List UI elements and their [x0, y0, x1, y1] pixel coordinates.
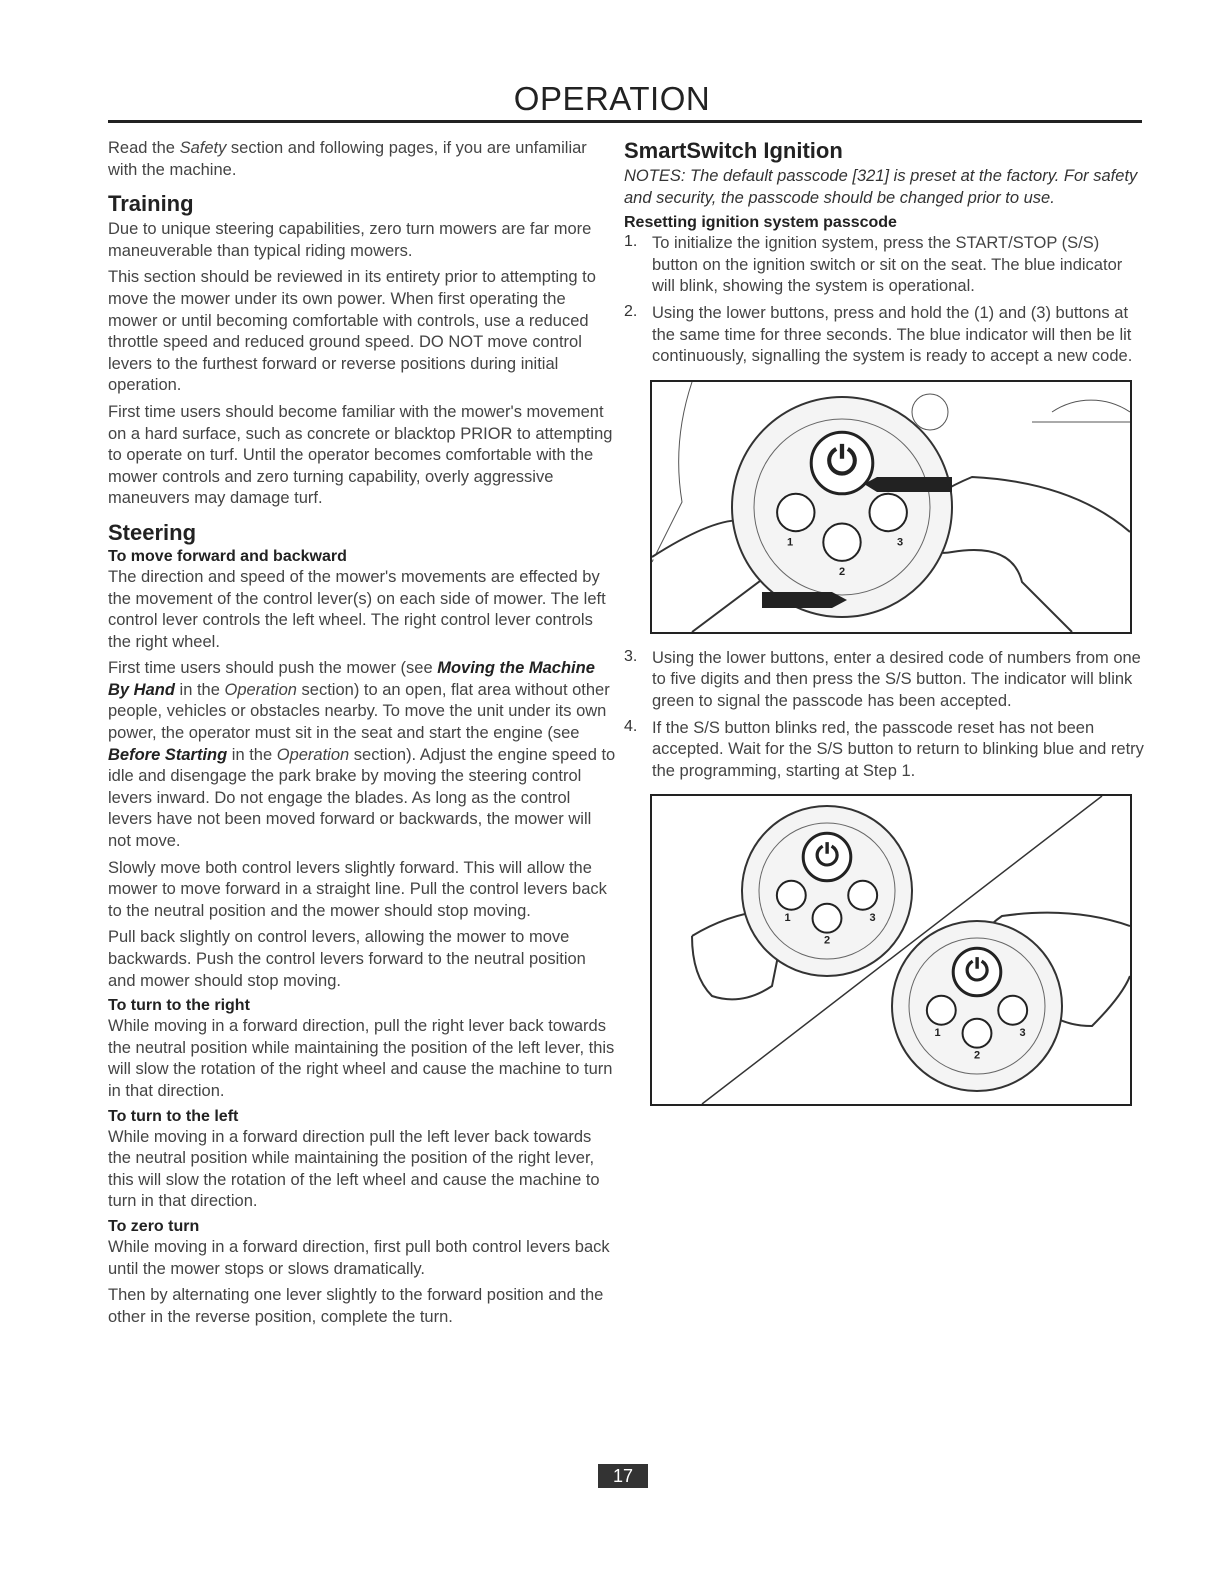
emphasis-text: Safety: [179, 139, 227, 157]
title-rule: [108, 120, 1142, 123]
button-label: 1: [787, 536, 794, 549]
ignition-code-entry-illustration: [650, 794, 1132, 1106]
button-1: [777, 881, 806, 910]
button-label: 1: [784, 912, 791, 925]
page-number: 17: [598, 1464, 648, 1488]
button-3: [998, 996, 1027, 1025]
button-label: 2: [824, 935, 831, 948]
button-label: 1: [934, 1027, 941, 1040]
text-run: This section should be reviewed in its entirety prior to attempting to move the mower under its own power. When first operating the mower or until becoming comfortable with controls, use a reduced throttle speed and reduced ground speed. DO NOT move control levers to the furthest forward or reverse positions during initial operation.: [108, 268, 596, 395]
ignition-switch-dial: [892, 921, 1062, 1091]
ignition-switch-dial: [742, 806, 912, 976]
step-number: 2.: [624, 302, 638, 320]
numbered-step: [624, 303, 1144, 368]
button-label: 2: [974, 1050, 981, 1063]
section-heading-training: Training: [108, 191, 194, 217]
subsection-heading-to-turn-to-the-left: To turn to the left: [108, 1107, 239, 1125]
right-column: [624, 138, 1144, 1120]
button-3: [870, 494, 907, 531]
body-paragraph: [108, 1285, 616, 1328]
body-paragraph: [108, 402, 616, 510]
body-paragraph: [108, 927, 616, 992]
arrow-icon: [762, 592, 847, 608]
button-2: [823, 523, 860, 560]
text-run: First time users should push the mower (see: [108, 659, 438, 678]
subsection-heading-to-move-forward-and-backward: To move forward and backward: [108, 547, 347, 565]
text-run: First time users should become familiar with the mower's movement on a hard surface, such as concrete or blacktop PRIOR to attempting to operate on turf. Until the operator becomes comfortable with the mower controls and zero turning capability, overly aggressive maneuvers may damage turf.: [108, 402, 613, 508]
emphasis-text: Operation: [224, 680, 297, 699]
numbered-step: [624, 718, 1144, 783]
body-paragraph: [108, 138, 616, 181]
step-text: [652, 303, 1144, 368]
step-text: [652, 648, 1144, 713]
numbered-step: [624, 233, 1144, 298]
step-number: 3.: [624, 647, 638, 665]
note-paragraph: [624, 166, 1144, 209]
button-1: [777, 494, 814, 531]
body-paragraph: [108, 658, 616, 852]
text-run: While moving in a forward direction pull the left lever back towards the neutral position while maintaining the position of the right lever, this will slow the rotation of the left wheel and cause the machine to turn in that direction.: [108, 1127, 600, 1211]
cross-reference: Before Starting: [108, 745, 228, 764]
button-3: [848, 881, 877, 910]
button-label: 3: [1019, 1027, 1026, 1040]
text-run: Using the lower buttons, press and hold the (1) and (3) buttons at the same time for three seconds. The blue indicator will then be lit continuously, signalling the system is ready to accept a new code.: [652, 303, 1133, 366]
text-run: Slowly move both control levers slightly forward. This will allow the mower to move forward in a straight line. Pull the control levers back to the neutral position and the mower should stop moving.: [108, 858, 607, 920]
svg-text:⏻: ⏻: [965, 954, 989, 988]
text-run: NOTES: The default passcode [321] is preset at the factory. For safety and security, the passcode should be changed prior to use.: [624, 167, 1138, 207]
svg-text:⏻: ⏻: [826, 439, 858, 483]
body-paragraph: [108, 567, 616, 653]
ignition-reset-illustration: [650, 380, 1132, 634]
text-run: Due to unique steering capabilities, zero turn mowers are far more maneuverable than typical riding mowers.: [108, 220, 592, 260]
subsection-heading-to-turn-to-the-right: To turn to the right: [108, 997, 250, 1015]
button-2: [813, 904, 842, 933]
text-run: section) to an open, flat area without other people, vehicles or obstacles nearby. To move the unit under its own power, the operator must sit in the seat and start the engine (see: [108, 680, 610, 743]
body-paragraph: [108, 1237, 616, 1280]
button-label: 3: [897, 536, 904, 549]
text-run: Using the lower buttons, enter a desired code of numbers from one to five digits and then press the S/S button. The indicator will blink green to signal the passcode has been accepted.: [652, 648, 1141, 710]
page-title: OPERATION: [513, 80, 711, 117]
text-run: To initialize the ignition system, press the START/STOP (S/S) button on the ignition switch or sit on the seat. The blue indicator will blink, showing the system is operational.: [652, 234, 1123, 296]
button-2: [963, 1019, 992, 1048]
body-paragraph: [108, 1127, 616, 1213]
step-text: [652, 718, 1144, 783]
cross-reference: Moving the Machine By Hand: [108, 659, 595, 699]
text-run: While moving in a forward direction, first pull both control levers back until the mower stops or slows dramatically.: [108, 1237, 610, 1278]
arrow-icon: [864, 477, 952, 492]
subsection-heading-resetting-ignition-system-passcode: Resetting ignition system passcode: [624, 214, 897, 232]
section-heading-smartswitch-ignition: SmartSwitch Ignition: [624, 138, 843, 163]
body-paragraph: [108, 219, 616, 262]
step-text: [652, 233, 1144, 298]
step-number: 4.: [624, 717, 638, 735]
text-run: Pull back slightly on control levers, allowing the mower to move backwards. Push the control levers forward to the neutral position and mower should stop moving.: [108, 928, 586, 990]
text-run: If the S/S button blinks red, the passcode reset has not been accepted. Wait for the S/S button to return to blinking blue and retry the programming, starting at Step 1.: [652, 718, 1144, 780]
body-paragraph: [108, 858, 616, 923]
step-number: 1.: [624, 233, 638, 251]
section-heading-steering: Steering: [108, 519, 197, 545]
text-run: section). Adjust the engine speed to idle and disengage the park brake by moving the steering control levers inward. Do not engage the blades. As long as the control levers have not been moved forward or backwards, the mower will not move.: [108, 745, 616, 851]
body-paragraph: [108, 267, 616, 397]
subsection-heading-to-zero-turn: To zero turn: [108, 1217, 200, 1235]
numbered-step: [624, 648, 1144, 713]
emphasis-text: Operation: [276, 745, 350, 764]
text-run: section and following pages, if you are unfamiliar with the machine.: [108, 139, 587, 179]
text-run: in the: [227, 745, 277, 764]
left-column: [108, 138, 616, 1333]
text-run: Then by alternating one lever slightly to the forward position and the other in the reverse position, complete the turn.: [108, 1286, 604, 1326]
button-label: 2: [839, 565, 846, 578]
body-paragraph: [108, 1016, 616, 1102]
button-label: 3: [869, 912, 876, 925]
text-run: The direction and speed of the mower's movements are effected by the movement of the control lever(s) on each side of mower. The left control lever controls the left wheel. The right control lever controls the right wheel.: [108, 567, 606, 651]
text-run: Read the: [108, 139, 180, 157]
svg-text:⏻: ⏻: [815, 839, 839, 873]
text-run: While moving in a forward direction, pull the right lever back towards the neutral position while maintaining the position of the left lever, this will slow the rotation of the right wheel and cause the machine to turn in that direction.: [108, 1017, 615, 1100]
text-run: in the: [174, 680, 225, 699]
ignition-switch-dial: [732, 397, 952, 617]
button-1: [927, 996, 956, 1025]
